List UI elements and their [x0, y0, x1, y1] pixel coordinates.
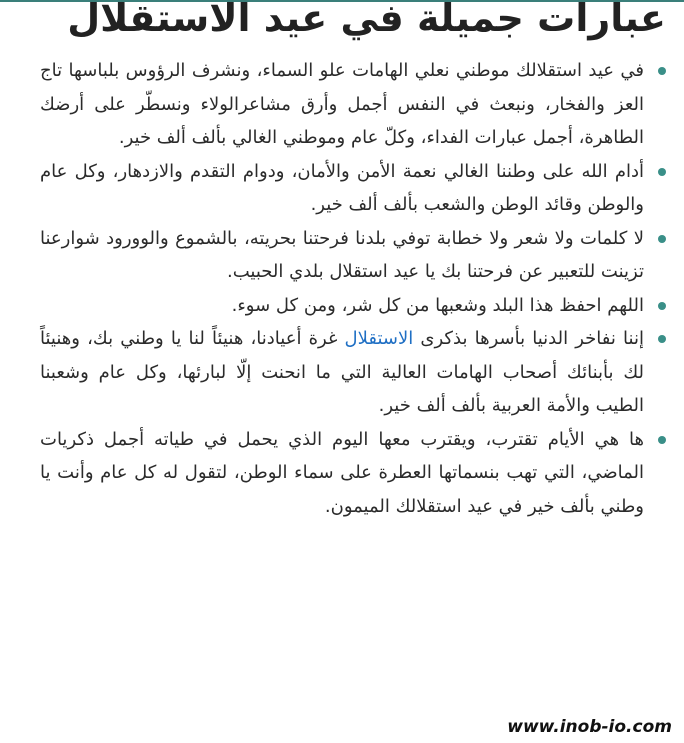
bullet-icon	[658, 436, 666, 444]
list-item	[40, 222, 670, 289]
independence-link[interactable]: الاستقلال	[344, 328, 414, 349]
list-item-text: أدام الله على وطننا الغالي نعمة الأمن والأمان، ودوام التقدم والازدهار، وكل عام والوطن وقائد الوطن والشعب بألف ألف خير.	[40, 160, 644, 215]
bullet-icon	[658, 235, 666, 243]
list-item-text-before-link: إننا نفاخر الدنيا بأسرها بذكرى	[413, 328, 644, 349]
list-item-text-after-link: غرة أعيادنا، هنيئاً لنا يا وطني بك، وهنيئاً لك بأبنائك أصحاب الهامات العالية التي ما انحنت إلّا لبارئها، وكل عام وشعبنا الطيب والأمة العربية بألف ألف خير.	[40, 328, 644, 416]
list-item-text: لا كلمات ولا شعر ولا خطابة توفي بلدنا فرحتنا بحريته، بالشموع والوورود شوارعنا تزينت للتعبير عن فرحتنا بك يا عيد استقلال بلدي الحبيب.	[40, 227, 644, 282]
list-item	[40, 289, 670, 323]
bullet-icon	[658, 67, 666, 75]
list-item	[40, 155, 670, 222]
phrases-list	[40, 54, 670, 523]
list-item	[40, 54, 670, 155]
list-item-text: في عيد استقلالك موطني نعلي الهامات علو السماء، ونشرف الرؤوس بلباسها تاج العز والفخار، ونبعث في النفس أجمل وأرق مشاعرالولاء ونسطّر على أرضك الطاهرة، أجمل عبارات الفداء، وكلّ عام وموطني الغالي بألف ألف خير.	[40, 60, 644, 148]
list-item-text: اللهم احفظ هذا البلد وشعبها من كل شر، ومن كل سوء.	[231, 294, 644, 316]
section-heading: عبارات جميلة في عيد الاستقلال	[67, 0, 666, 40]
bullet-icon	[658, 335, 666, 343]
list-item-text: ها هي الأيام تقترب، ويقترب معها اليوم الذي يحمل في طياته أجمل ذكريات الماضي، التي تهب بنسماتها العطرة على سماء الوطن، لتقول له كل عام وأنت يا وطني بألف خير في عيد استقلالك الميمون.	[40, 428, 644, 517]
list-item	[40, 423, 670, 524]
list-item	[40, 322, 670, 423]
bullet-icon	[658, 302, 666, 310]
site-watermark: www.inob-io.com	[503, 717, 676, 737]
bullet-icon	[658, 168, 666, 176]
